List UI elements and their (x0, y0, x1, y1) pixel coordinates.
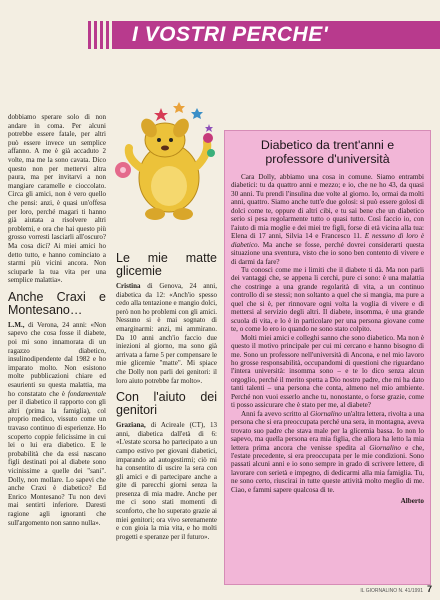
featured-paragraph-1 (231, 173, 424, 266)
headline-genitori: Con l'aiuto dei genitori (116, 390, 217, 418)
featured-letter-title: Diabetico da trent'anni e professore d'università (260, 138, 395, 166)
column-left (8, 113, 106, 527)
letter-lm (8, 321, 106, 527)
star-icon (205, 124, 213, 132)
section-banner (112, 21, 440, 49)
signature: Alberto (400, 497, 424, 506)
featured-p4-italic: Giornalino (310, 409, 342, 418)
candy-icon (203, 133, 213, 143)
author-lm: L.M., (8, 320, 25, 329)
featured-paragraph-2: Tu conosci come me i limiti che il diabete ti dà. Ma non parli dei vantaggi che, se appena li cerchi, pure ci sono: è una malattia che costringe a una grande regolarità di vita, a un continuo controllo di se stessi; non soltanto a quel che si mangia, ma pure a quel che si è, per rinnovare ogni volta la voglia di vivere e di mettersi al servizio degli altri. Il diabete, insomma, è una grande scuola di vita, e lo è in particolare per una persona giovane come te, o come lo ero io quando ne sono stato colpito. (231, 265, 424, 334)
letter-graziana (116, 421, 217, 541)
featured-p1-text2: Ma anche se fosse, perché dovrei considerarti questa situazione una sventura, visto che io sono ben contento di vivere e di darmi da fare? (231, 240, 424, 266)
featured-letter (231, 135, 424, 506)
featured-p1-italic: E nessuno di loro è diabetico. (231, 232, 425, 249)
letter-cristina (116, 282, 217, 385)
star-icon (191, 108, 203, 119)
author-graziana: Graziana, (116, 421, 146, 430)
page-number: 7 (426, 584, 432, 594)
letter-graziana-body: di Acireale (CT), 13 anni, diabetica dall'età di 6: «L'estate scorsa ho partecipato a un campo estivo per giovani diabetici, imparando ad autogestirmi; ciò mi ha consentito di uscire la sera con gli amici e di partecipare anche a gite di parecchi giorni senza la presenza di mia madre. Anche per me ci sono stati momenti di sconforto, che ho superato grazie ai miei genitori; ora vivo serenamente e con gioia la mia vita, e ho molti progetti e speranze per il futuro». (116, 421, 217, 541)
cartoon-illustration (113, 58, 219, 234)
featured-p4-text: Anni fa avevo scritto al (241, 409, 309, 418)
letter-lm-body: di Verona, 24 anni: «Non sapevo che cosa fosse il diabete, poi mi sono innamorata di un ragazzo diabetico, insulinodipendente dal 1982 e ho imparato molto. Non esistono molte pubblicazioni chiare ed esaurienti su questa malattia, ma ho constatato che è (8, 320, 106, 398)
section-title: I VOSTRI PERCHE' (132, 23, 329, 46)
featured-p4-italic2: Giornalino (369, 443, 401, 452)
author-cristina: Cristina (116, 282, 141, 290)
letter-continuation: dobbiamo sperare solo di non andare in coma. Per alcuni potrebbe essere fatale, per altri può essere invece un semplice affanno. A me è già accaduto 2 volte, ma me la sono cavata. Dico questo non per mettervi altra paura, ma per invitarvi a non mangiare caramelle e cioccolato. Circa gli amici, non è vero quello che pensi: anzi, è quasi un'offesa per loro, perché magari ti hanno già aiutata a risolvere altri problemi, e ora che hai questo più grosso vorresti lasciarli all'oscuro? Ma cosa dici? Ai miei amici ho detto tutto, e hanno cominciato a starmi più vicini ancora. Non sciuparle la tua vita per una semplice malattia». (8, 113, 106, 285)
letter-cristina-body: di Genova, 24 anni, diabetica da 12: «Anch'io spesso cedo alla tentazione e mangio dolci, però non ho problemi con gli amici. Nessuno si è mai sognato di emarginarmi: anzi, mi ammirano. Da 10 anni anch'io faccio due iniezioni al giorno, ma sono già arrivata a farne 5 per compensare le mie glicemie "matte". Mi spiace che Dolly non parli dei genitori: il loro aiuto potrebbe far molto». (116, 282, 218, 385)
featured-p4-text3: e che, l'estate precedente, si era preoccupata per le mie condizioni. Sono passati alcuni anni e io sono sempre in grado di scrivere lettere, di lavorare con serietà e impegno, di dedicarmi alla mia famiglia. Tu, ne sono certo, riuscirai in tutte queste attività molto meglio di me. Ciao, e fammi sapere qualcosa di te. (231, 443, 424, 494)
featured-paragraph-3: Molti miei amici e colleghi sanno che sono diabetico. Ma non è questo il motivo principale per cui mi cercano e hanno bisogno di me. Sono un professore nell'università di Ancona, e nel mio lavoro ho grosse responsabilità, occupandomi di questioni che riguardano l'intera università: insomma sono – e te lo dico senza alcun orgoglio, perché il merito spetta a Dio nostro padre, che mi ha dato tanti talenti – una persona che conta, almeno nel mio ambiente. Perché non vuoi esserlo anche tu, nonostante, o forse grazie, come ti posso assicurare che è stato per me, al diabete? (231, 333, 424, 410)
featured-p4-text2: un'altra lettera, rivolta a una persona che si era preoccupata perché una sera, in montagna, aveva trovato suo padre che stava male per la glicemia bassa. Io non lo sapevo, ma quella persona era mia figlia, che allora ha letto la mia lettera prima ancora che venisse spedita al (231, 409, 424, 452)
featured-p1-text: Cara Dolly, abbiamo una cosa in comune. Siamo entrambi diabetici: tu da quattro anni e mezzo; e io, che ne ho 43, da quasi 30 anni. Tu prendi l'insulina due volte al giorno. Io, ormai da molti anni, quattro. Siamo anche tutt'e due golosi: si può essere golosi di dolci come te, oppure di altri cibi, e tu sai bene che un diabetico serio si pesa regolarmente tutto o quasi tutto. Così faccio io, con l'aiuto di mia moglie e dei miei tre figli, forse di età vicina alla tua: Elena di 17 anni, Silvia 14 e Francesco 11. (231, 173, 424, 241)
headline-craxi: Anche Craxi e Montesano… (8, 289, 106, 317)
issue-label: IL GIORNALINO N. 41/1991 (360, 588, 423, 594)
letter-lm-body2: per il diabetico il rapporto con gli altri (prima la famiglia), col proprio medico, vissuto come un travaso continuo di esperienze. Ho scoperto coppie felicissime in cui lei o lui era diabetico. E le probabilità che da essi nascano figli destinati poi al diabete sono vicinissime a quelle dei "sani". Dolly, non mollare. Lo sapevi che anche Craxi è diabetico? Ed Enrico Montesano? Tu non devi mai sentirti inferiore. Daresti ragione agli ignoranti che sull'argomento non sanno nulla». (8, 398, 106, 527)
star-icon (154, 108, 168, 121)
star-icon (173, 102, 185, 113)
letter-lm-italic: fondamentale (67, 389, 106, 398)
headline-glicemie: Le mie matte glicemie (116, 251, 217, 278)
column-middle (116, 252, 217, 541)
featured-letter-box (224, 130, 431, 585)
page-footer (360, 584, 432, 594)
featured-paragraph-4 (231, 410, 424, 495)
